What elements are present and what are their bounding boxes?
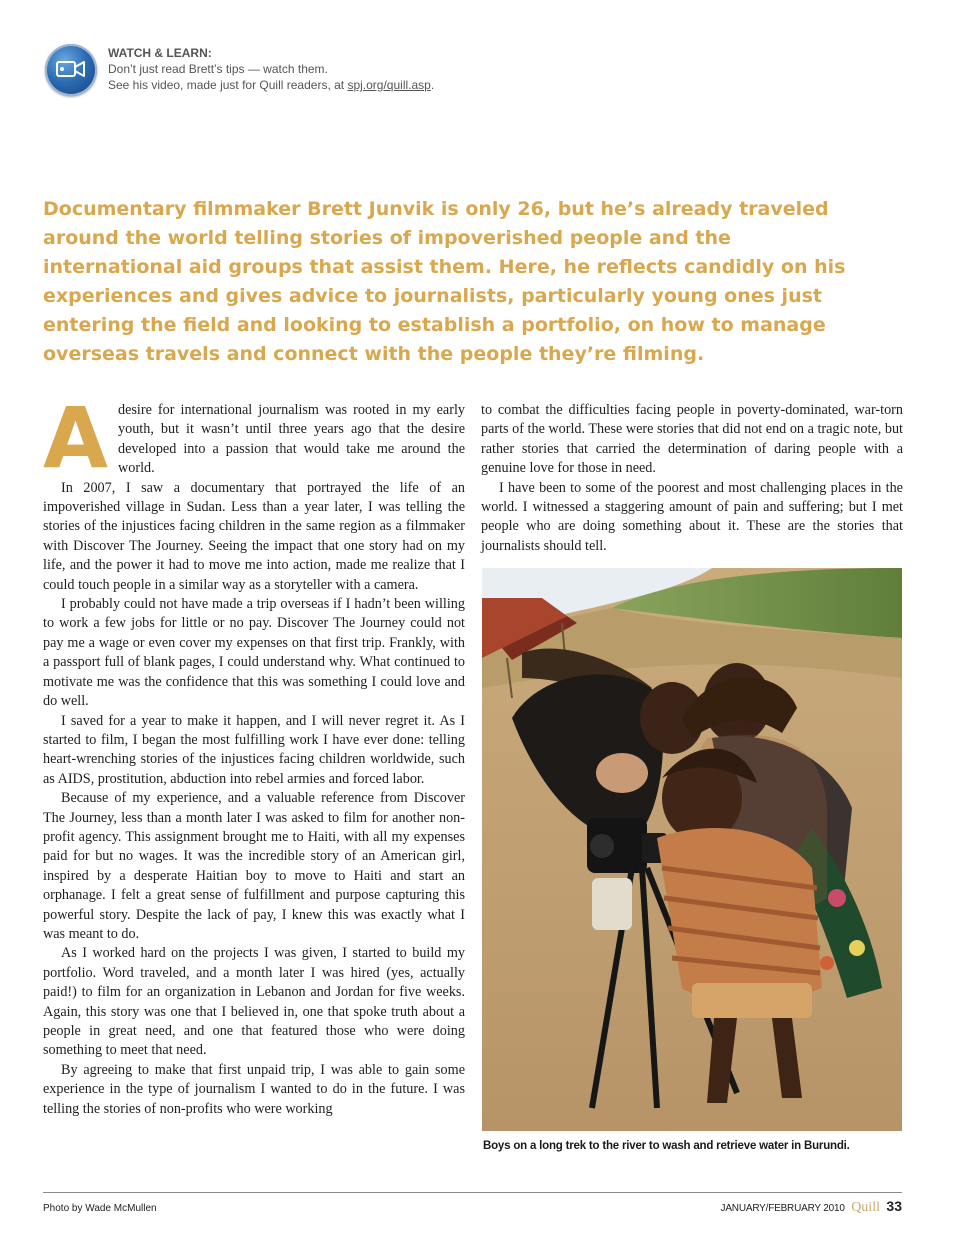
article-paragraph: By agreeing to make that first unpaid trip, I was able to gain some experience in the type of journalism I wanted to do in the future. I was telling the stories of non-profits who were working xyxy=(43,1061,465,1117)
drop-cap: A xyxy=(43,389,109,487)
magazine-name: Quill xyxy=(851,1200,880,1215)
article-paragraph: As I worked hard on the projects I was given, I started to build my portfolio. Word traveled, and a month later I was hired (yes, actually paid!) to film for an organization in Lebanon and Jordan for five weeks. Again, this story was one that I believed in, one that spoke truth about a people in great need, and one that featured those who were doing something to meet that need. xyxy=(43,945,465,1059)
article-paragraph: to combat the difficulties facing people in poverty-dominated, war-torn parts of the world. These were stories that did not end on a tragic note, but rather stories that carried the determination of daring people with a genuine love for those in need. xyxy=(481,402,903,477)
watch-line-1: Don’t just read Brett’s tips — watch them. xyxy=(108,62,328,76)
video-camera-icon[interactable] xyxy=(45,44,97,96)
article-paragraph: I probably could not have made a trip overseas if I hadn’t been willing to work a few jobs for little or no pay. Discover The Journey could not pay me a wage or even cover my expenses on that first trip. Frankly, with a passport full of blank pages, I could understand why. What continued to motivate me was the confidence that this was something I could love and do well. xyxy=(43,596,465,710)
watch-line-2 xyxy=(108,77,558,93)
article-right-column xyxy=(481,401,903,556)
watch-line-2-prefix: See his video, made just for Quill readers, at xyxy=(108,78,348,92)
page-number: 33 xyxy=(886,1198,902,1214)
video-link[interactable]: spj.org/quill.asp xyxy=(347,78,431,92)
photo-credit: Photo by Wade McMullen xyxy=(43,1203,157,1214)
article-paragraph: In 2007, I saw a documentary that portrayed the life of an impoverished village in Sudan. Less than a year later, I was telling the stories of the injustices facing children in the same region as a filmmaker with Discover The Journey. Seeing the impact that one story had on my life, and the power it had to move me into action, made me realize that I could touch people in a similar way as a storyteller with a camera. xyxy=(43,479,465,593)
article-left-column xyxy=(43,389,465,1119)
article-paragraph-text: desire for international journalism was rooted in my early youth, but it wasn’t until three years ago that the desire developed into a passion that would take me around the world. xyxy=(118,402,465,477)
issue-date: JANUARY/FEBRUARY 2010 xyxy=(720,1203,845,1214)
watch-line-2-suffix: . xyxy=(430,78,435,92)
article-deck: Documentary filmmaker Brett Junvik is only 26, but he’s already traveled around the world telling stories of impoverished people and the international aid groups that assist them. Here, he reflects candidly on his experiences and gives advice to journalists, particularly young ones just entering the field and looking to establish a portfolio, on how to manage overseas travels and connect with the people they’re filming. xyxy=(43,198,846,365)
photo-caption: Boys on a long trek to the river to wash and retrieve water in Burundi. xyxy=(483,1140,850,1152)
footer-rule xyxy=(43,1192,902,1193)
watch-and-learn-box xyxy=(45,42,565,102)
article-paragraph xyxy=(43,389,465,487)
page-folio xyxy=(721,1198,902,1216)
article-paragraph: I saved for a year to make it happen, and I will never regret it. As I started to film, I began the most fulfilling work I have ever done: telling heart-wrenching stories of the injustices facing children worldwide, such as AIDS, prostitution, abduction into rebel armies and forced labor. xyxy=(43,712,465,787)
watch-and-learn-text xyxy=(108,45,558,93)
watch-heading: WATCH & LEARN: xyxy=(108,46,212,60)
article-paragraph: I have been to some of the poorest and most challenging places in the world. I witnessed a staggering amount of pain and suffering; but I met people who are doing something about it. These are the stories that journalists should tell. xyxy=(481,479,903,554)
article-photo xyxy=(482,568,902,1131)
article-paragraph: Because of my experience, and a valuable reference from Discover The Journey, less than a month later I was asked to film for another non-profit agency. This assignment brought me to Haiti, with all my expenses paid for but no wages. It was the incredible story of an American girl, inspired by a desperate Haitian boy to move to Haiti and start an orphanage. I felt a great sense of fulfillment and purpose capturing this powerful story. Despite the lack of pay, I knew this was exactly what I was meant to do. xyxy=(43,790,465,942)
